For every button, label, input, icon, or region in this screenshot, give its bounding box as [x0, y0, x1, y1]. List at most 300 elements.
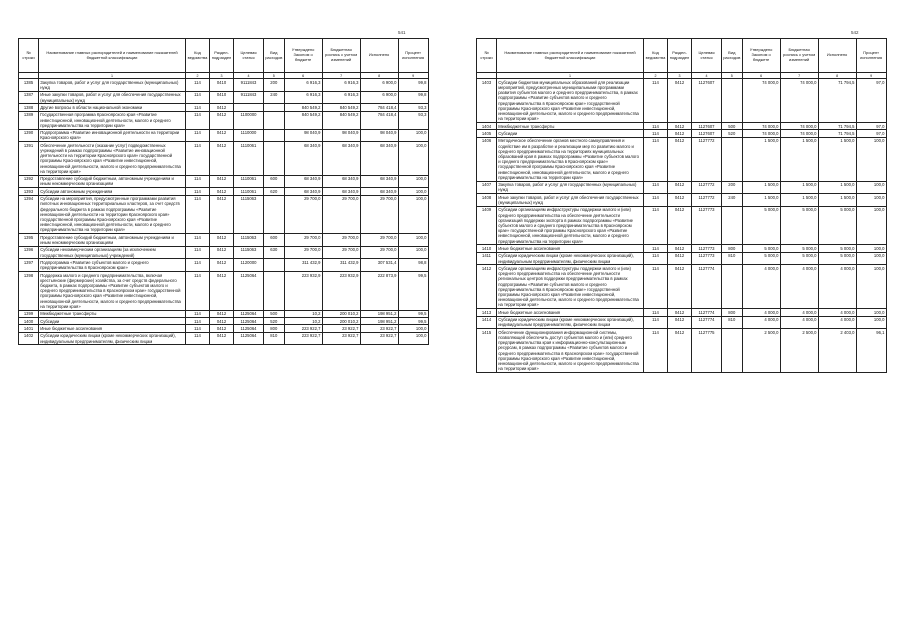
row-name-cell: Обеспечение деятельности (оказание услуг) подведомственных учреждений в рамках подпрограммы «Развитие инновационной деятельности на территории Красноярского края» государственной программы Красноярского края «Развитие инвестиционной, инновационной деятельности, малого и среднего предпринимательства на территории края» [39, 142, 186, 175]
table-row [477, 130, 887, 137]
row-name-cell: Иные бюджетные ассигнования [497, 309, 644, 316]
percent-cell: 99,5 [398, 310, 428, 317]
expense-type-cell: 500 [722, 123, 743, 130]
ved-code-cell: 114 [186, 195, 210, 234]
row-number-cell: 1401 [19, 325, 39, 332]
budget-list-amount-cell: 2 500,0 [780, 329, 818, 373]
table-row [19, 234, 429, 247]
index-cell: 7 [322, 73, 360, 79]
header-cell: Утверждено Законом о бюджете [284, 39, 322, 73]
ved-code-cell: 114 [644, 245, 668, 252]
target-article-cell: 1127773 [692, 206, 722, 245]
table-row [477, 309, 887, 316]
row-number-cell: 1410 [477, 245, 497, 252]
budget-list-amount-cell: 74 000,0 [780, 79, 818, 123]
row-name-cell: Закупка товаров, работ и услуг для государственных (муниципальных) нужд [497, 181, 644, 194]
row-number-cell: 1415 [477, 329, 497, 373]
ved-code-cell: 114 [644, 123, 668, 130]
expense-type-cell: 520 [264, 317, 285, 324]
row-number-cell: 1399 [19, 310, 39, 317]
budget-list-amount-cell: 29 700,0 [322, 195, 360, 234]
executed-amount-cell: 4 000,0 [818, 309, 856, 316]
row-name-cell: Субсидии организациям инфраструктуры поддержки малого и (или) среднего предпринимательства на обеспечение деятельности региональных центров поддержки предпринимательства в рамках подпрограммы «Развитие субъектов малого и среднего предпринимательства в Красноярском крае» государственной программы Красноярского края «Развитие инвестиционной, инновационной деятельности, малого и среднего предпринимательства на территории края» [497, 265, 644, 309]
expense-type-cell: 520 [722, 130, 743, 137]
row-number-cell: 1413 [477, 309, 497, 316]
table-row [477, 316, 887, 329]
row-name-cell: Субсидии автономным учреждениям [39, 188, 186, 195]
row-number-cell: 1385 [19, 79, 39, 92]
ved-code-cell: 114 [644, 265, 668, 309]
target-article-cell: 1127772 [692, 194, 722, 207]
row-number-cell: 1402 [19, 332, 39, 345]
percent-cell: 100,0 [856, 137, 886, 181]
target-article-cell: 1125064 [234, 271, 264, 310]
target-article-cell: 1127774 [692, 309, 722, 316]
table-row [19, 142, 429, 175]
executed-amount-cell: 784 418,4 [360, 104, 398, 111]
target-article-cell [234, 104, 264, 111]
executed-amount-cell: 98 040,9 [360, 129, 398, 142]
budget-list-amount-cell: 1 500,0 [780, 137, 818, 181]
executed-amount-cell: 1 500,0 [818, 137, 856, 181]
row-number-cell: 1394 [19, 195, 39, 234]
expense-type-cell [264, 259, 285, 272]
approved-amount-cell: 1 500,0 [742, 181, 780, 194]
header-cell: Наименование главных распорядителей и наименование показателей бюджетной классификации [497, 39, 644, 73]
row-number-cell: 1405 [477, 130, 497, 137]
row-number-cell: 1400 [19, 317, 39, 324]
target-article-cell: 1127774 [692, 265, 722, 309]
section-code-cell: 0412 [668, 123, 692, 130]
executed-amount-cell: 71 794,5 [818, 130, 856, 137]
percent-cell: 100,0 [398, 234, 428, 247]
section-code-cell: 0412 [668, 245, 692, 252]
section-code-cell: 0412 [210, 259, 234, 272]
row-name-cell: Подпрограмма «Развитие субъектов малого и среднего предпринимательства в Красноярском крае» [39, 259, 186, 272]
percent-cell: 100,0 [856, 194, 886, 207]
expense-type-cell [722, 79, 743, 123]
ved-code-cell: 114 [644, 79, 668, 123]
approved-amount-cell: 6 916,3 [284, 91, 322, 104]
approved-amount-cell: 29 700,0 [284, 195, 322, 234]
ved-code-cell: 114 [186, 129, 210, 142]
percent-cell: 98,8 [398, 259, 428, 272]
target-article-cell: 1100000 [234, 111, 264, 129]
executed-amount-cell: 198 951,2 [360, 317, 398, 324]
target-article-cell: 1120000 [234, 259, 264, 272]
expense-type-cell [264, 104, 285, 111]
target-article-cell: 1115063 [234, 234, 264, 247]
expense-type-cell [264, 195, 285, 234]
table-row [19, 332, 429, 345]
approved-amount-cell: 5 000,0 [742, 245, 780, 252]
header-cell: Исполнено [818, 39, 856, 73]
section-code-cell: 0412 [668, 309, 692, 316]
ved-code-cell: 114 [644, 130, 668, 137]
percent-cell: 100,0 [398, 332, 428, 345]
index-cell: 1 [497, 73, 644, 79]
budget-list-amount-cell: 68 340,9 [322, 142, 360, 175]
row-number-cell: 1391 [19, 142, 39, 175]
section-code-cell: 0412 [668, 329, 692, 373]
section-code-cell: 0412 [210, 325, 234, 332]
percent-cell: 100,0 [856, 181, 886, 194]
row-number-cell: 1406 [477, 137, 497, 181]
header-cell: Раздел-подраздел [668, 39, 692, 73]
section-code-cell: 0412 [210, 310, 234, 317]
executed-amount-cell: 68 340,9 [360, 175, 398, 188]
header-cell: № строки [477, 39, 497, 73]
executed-amount-cell: 2 403,0 [818, 329, 856, 373]
budget-list-amount-cell: 5 000,0 [780, 206, 818, 245]
expense-type-cell: 810 [722, 252, 743, 265]
expense-type-cell: 800 [722, 309, 743, 316]
section-code-cell: 0412 [668, 265, 692, 309]
approved-amount-cell: 4 000,0 [742, 309, 780, 316]
target-article-cell: 1110061 [234, 188, 264, 195]
executed-amount-cell: 6 900,0 [360, 79, 398, 92]
row-number-cell: 1414 [477, 316, 497, 329]
index-cell: 6 [742, 73, 780, 79]
ved-code-cell: 114 [644, 309, 668, 316]
percent-cell: 100,0 [398, 188, 428, 195]
ved-code-cell: 114 [186, 259, 210, 272]
section-code-cell: 0410 [210, 91, 234, 104]
executed-amount-cell: 5 000,0 [818, 252, 856, 265]
expense-type-cell: 240 [264, 91, 285, 104]
target-article-cell: 1110000 [234, 129, 264, 142]
row-name-cell: Субсидии [497, 130, 644, 137]
target-article-cell: 1115063 [234, 195, 264, 234]
executed-amount-cell: 784 418,4 [360, 111, 398, 129]
approved-amount-cell: 74 000,0 [742, 123, 780, 130]
target-article-cell: 1127607 [692, 130, 722, 137]
index-cell: 3 [668, 73, 692, 79]
approved-amount-cell: 29 700,0 [284, 234, 322, 247]
section-code-cell: 0412 [210, 142, 234, 175]
ved-code-cell: 114 [186, 234, 210, 247]
section-code-cell: 0412 [668, 137, 692, 181]
row-number-cell: 1396 [19, 246, 39, 259]
budget-list-amount-cell: 23 922,7 [322, 332, 360, 345]
row-name-cell: Подпрограмма «Развитие инновационной деятельности на территории Красноярского края» [39, 129, 186, 142]
index-cell: 9 [856, 73, 886, 79]
row-number-cell: 1398 [19, 271, 39, 310]
executed-amount-cell: 71 794,5 [818, 79, 856, 123]
header-cell: Вид расходов [722, 39, 743, 73]
table-row [19, 195, 429, 234]
index-cell: 9 [398, 73, 428, 79]
section-code-cell: 0412 [668, 252, 692, 265]
row-name-cell: Поддержка малого и среднего предпринимательства, включая крестьянские (фермерские) хозяйства, за счет средств федерального бюджета, в рамках подпрограммы «Развитие субъектов малого и среднего предпринимательства в Красноярском крае» государственной программы Красноярского края «Развитие инвестиционной, инновационной деятельности, малого и среднего предпринимательства на территории края» [39, 271, 186, 310]
approved-amount-cell: 311 432,9 [284, 259, 322, 272]
table-row [477, 181, 887, 194]
index-cell: 4 [692, 73, 722, 79]
expense-type-cell: 630 [264, 246, 285, 259]
section-code-cell: 0410 [210, 79, 234, 92]
target-article-cell: 9111843 [234, 79, 264, 92]
table-row [19, 188, 429, 195]
expense-type-cell [264, 142, 285, 175]
index-cell: 8 [360, 73, 398, 79]
ved-code-cell: 114 [186, 104, 210, 111]
expense-type-cell: 810 [264, 332, 285, 345]
approved-amount-cell: 2 500,0 [742, 329, 780, 373]
row-number-cell: 1387 [19, 91, 39, 104]
row-number-cell: 1390 [19, 129, 39, 142]
row-number-cell: 1393 [19, 188, 39, 195]
ved-code-cell: 114 [644, 252, 668, 265]
ved-code-cell: 114 [186, 317, 210, 324]
section-code-cell: 0412 [668, 130, 692, 137]
expense-type-cell: 800 [264, 325, 285, 332]
target-article-cell: 1125064 [234, 310, 264, 317]
executed-amount-cell: 68 340,9 [360, 188, 398, 195]
header-cell: Код ведомства [186, 39, 210, 73]
percent-cell: 100,0 [856, 252, 886, 265]
section-code-cell: 0412 [668, 206, 692, 245]
percent-cell: 100,0 [398, 325, 428, 332]
ved-code-cell: 114 [186, 246, 210, 259]
expense-type-cell: 620 [264, 188, 285, 195]
row-number-cell: 1388 [19, 104, 39, 111]
percent-cell: 100,0 [856, 245, 886, 252]
header-row [19, 39, 429, 73]
budget-list-amount-cell: 5 000,0 [780, 245, 818, 252]
ved-code-cell: 114 [644, 194, 668, 207]
budget-list-amount-cell: 1 500,0 [780, 194, 818, 207]
expense-type-cell [264, 111, 285, 129]
page-number: 542 [851, 30, 859, 35]
budget-table-right [476, 38, 887, 373]
row-name-cell: Другие вопросы в области национальной экономики [39, 104, 186, 111]
header-cell: Вид расходов [264, 39, 285, 73]
budget-list-amount-cell: 74 000,0 [780, 130, 818, 137]
table-row [477, 252, 887, 265]
percent-cell: 93,3 [398, 104, 428, 111]
header-row [477, 39, 887, 73]
percent-cell: 99,8 [398, 91, 428, 104]
right-page [468, 0, 898, 640]
budget-list-amount-cell: 840 549,2 [322, 104, 360, 111]
row-number-cell: 1411 [477, 252, 497, 265]
expense-type-cell: 240 [722, 194, 743, 207]
table-row [19, 91, 429, 104]
section-code-cell: 0412 [668, 316, 692, 329]
executed-amount-cell: 29 700,0 [360, 234, 398, 247]
ved-code-cell: 114 [186, 111, 210, 129]
table-row [19, 79, 429, 92]
percent-cell: 100,0 [398, 129, 428, 142]
header-cell: Целевая статья [692, 39, 722, 73]
table-row [19, 271, 429, 310]
percent-cell: 100,0 [856, 206, 886, 245]
row-name-cell: Иные закупки товаров, работ и услуг для обеспечения государственных (муниципальных) нужд [39, 91, 186, 104]
ved-code-cell: 114 [644, 137, 668, 181]
section-code-cell: 0412 [210, 234, 234, 247]
row-number-cell: 1404 [477, 123, 497, 130]
row-name-cell: Субсидии юридическим лицам (кроме некоммерческих организаций), индивидуальным предпринимателям, физическим лицам [497, 316, 644, 329]
approved-amount-cell: 223 932,9 [284, 271, 322, 310]
row-name-cell: Закупка товаров, работ и услуг для государственных (муниципальных) нужд [39, 79, 186, 92]
target-article-cell: 1127774 [692, 316, 722, 329]
expense-type-cell [264, 271, 285, 310]
expense-type-cell: 600 [264, 234, 285, 247]
percent-cell: 100,0 [856, 316, 886, 329]
approved-amount-cell: 223 922,7 [284, 325, 322, 332]
table-row [477, 206, 887, 245]
section-code-cell: 0412 [210, 271, 234, 310]
index-cell: 2 [186, 73, 210, 79]
ved-code-cell: 114 [186, 310, 210, 317]
header-cell: Наименование главных распорядителей и наименование показателей бюджетной классификации [39, 39, 186, 73]
target-article-cell: 1127773 [692, 245, 722, 252]
row-name-cell: Субсидии юридическим лицам (кроме некоммерческих организаций), индивидуальным предпринимателям, физическим лицам [497, 252, 644, 265]
row-name-cell: Методическое обеспечение органов местного самоуправления и содействие им в разработке и реализации мер по развитию малого и среднего предпринимательства на территориях муниципальных образований края в рамках подпрограммы «Развитие субъектов малого и среднего предпринимательства в Красноярском крае» государственной программы Красноярского края «Развитие инвестиционной, инновационной деятельности, малого и среднего предпринимательства на территории края» [497, 137, 644, 181]
executed-amount-cell: 5 000,0 [818, 206, 856, 245]
table-row [19, 259, 429, 272]
target-article-cell: 1127607 [692, 123, 722, 130]
budget-list-amount-cell: 68 340,9 [322, 188, 360, 195]
table-row [19, 325, 429, 332]
section-code-cell: 0412 [210, 104, 234, 111]
budget-list-amount-cell: 200 010,2 [322, 310, 360, 317]
ved-code-cell: 114 [186, 188, 210, 195]
executed-amount-cell: 29 700,0 [360, 246, 398, 259]
table-row [477, 79, 887, 123]
approved-amount-cell: 68 340,9 [284, 188, 322, 195]
target-article-cell: 1110061 [234, 142, 264, 175]
header-cell: Бюджетная роспись с учетом изменений [322, 39, 360, 73]
section-code-cell: 0412 [210, 111, 234, 129]
header-cell: Код ведомства [644, 39, 668, 73]
target-article-cell: 1127773 [692, 252, 722, 265]
table-row [19, 246, 429, 259]
header-cell: Процент исполнения [856, 39, 886, 73]
percent-cell: 99,8 [398, 79, 428, 92]
target-article-cell: 1125064 [234, 317, 264, 324]
executed-amount-cell: 198 951,2 [360, 310, 398, 317]
table-row [477, 123, 887, 130]
approved-amount-cell: 223 922,7 [284, 332, 322, 345]
ved-code-cell: 114 [644, 181, 668, 194]
approved-amount-cell: 74 000,0 [742, 130, 780, 137]
table-row [19, 129, 429, 142]
row-number-cell: 1395 [19, 234, 39, 247]
executed-amount-cell: 6 900,0 [360, 91, 398, 104]
row-name-cell: Обеспечение функционирования информационной системы, позволяющей обеспечить доступ субъектов малого и (или) среднего предпринимательства края к информационно-консультационным ресурсам, в рамках подпрограммы «Развитие субъектов малого и среднего предпринимательства в Красноярском крае» государственной программы Красноярского края «Развитие инвестиционной, инновационной деятельности, малого и среднего предпринимательства на территории края» [497, 329, 644, 373]
index-cell: 8 [818, 73, 856, 79]
executed-amount-cell: 307 531,4 [360, 259, 398, 272]
table-row [19, 175, 429, 188]
budget-list-amount-cell: 4 000,0 [780, 316, 818, 329]
ved-code-cell: 114 [186, 325, 210, 332]
target-article-cell: 1125064 [234, 332, 264, 345]
approved-amount-cell: 10,2 [284, 310, 322, 317]
section-code-cell: 0412 [210, 317, 234, 324]
table-row [477, 194, 887, 207]
target-article-cell: 1127607 [692, 79, 722, 123]
expense-type-cell: 800 [722, 245, 743, 252]
approved-amount-cell: 5 000,0 [742, 252, 780, 265]
executed-amount-cell: 23 922,7 [360, 325, 398, 332]
approved-amount-cell: 840 549,2 [284, 104, 322, 111]
approved-amount-cell: 10,2 [284, 317, 322, 324]
expense-type-cell [722, 329, 743, 373]
index-cell: 7 [780, 73, 818, 79]
header-cell: № строки [19, 39, 39, 73]
executed-amount-cell: 1 500,0 [818, 194, 856, 207]
left-page [10, 0, 440, 640]
index-cell: 5 [722, 73, 743, 79]
executed-amount-cell: 29 700,0 [360, 195, 398, 234]
budget-list-amount-cell: 29 700,0 [322, 234, 360, 247]
target-article-cell: 1110061 [234, 175, 264, 188]
budget-list-amount-cell: 5 000,0 [780, 252, 818, 265]
row-number-cell: 1412 [477, 265, 497, 309]
target-article-cell: 1127772 [692, 181, 722, 194]
table-row [19, 104, 429, 111]
row-name-cell: Субсидии некоммерческим организациям (за исключением государственных (муниципальных) учреждений) [39, 246, 186, 259]
executed-amount-cell: 222 873,9 [360, 271, 398, 310]
page-number: 541 [398, 30, 406, 35]
table-row [19, 310, 429, 317]
target-article-cell: 1115063 [234, 246, 264, 259]
row-number-cell: 1389 [19, 111, 39, 129]
executed-amount-cell: 71 794,5 [818, 123, 856, 130]
expense-type-cell: 200 [722, 181, 743, 194]
percent-cell: 97,0 [856, 130, 886, 137]
budget-list-amount-cell: 29 700,0 [322, 246, 360, 259]
ved-code-cell: 114 [186, 79, 210, 92]
expense-type-cell: 600 [264, 175, 285, 188]
ved-code-cell: 114 [186, 175, 210, 188]
header-cell: Целевая статья [234, 39, 264, 73]
expense-type-cell [264, 129, 285, 142]
expense-type-cell [722, 265, 743, 309]
row-name-cell: Субсидии бюджетам муниципальных образований для реализации мероприятий, предусмотренных муниципальными программами развития субъектов малого и среднего предпринимательства, в рамках подпрограммы «Развитие субъектов малого и среднего предпринимательства в Красноярском крае» государственной программы Красноярского края «Развитие инвестиционной, инновационной деятельности, малого и среднего предпринимательства на территории края» [497, 79, 644, 123]
approved-amount-cell: 4 000,0 [742, 316, 780, 329]
percent-cell: 96,1 [856, 329, 886, 373]
percent-cell: 100,0 [398, 142, 428, 175]
executed-amount-cell: 4 000,0 [818, 316, 856, 329]
approved-amount-cell: 74 000,0 [742, 79, 780, 123]
table-row [477, 265, 887, 309]
expense-type-cell: 810 [722, 316, 743, 329]
index-cell: 6 [284, 73, 322, 79]
expense-type-cell [722, 137, 743, 181]
budget-list-amount-cell: 6 916,3 [322, 79, 360, 92]
row-name-cell: Межбюджетные трансферты [39, 310, 186, 317]
header-cell: Процент исполнения [398, 39, 428, 73]
approved-amount-cell: 6 916,3 [284, 79, 322, 92]
index-cell: 3 [210, 73, 234, 79]
table-row [477, 245, 887, 252]
row-name-cell: Иные бюджетные ассигнования [497, 245, 644, 252]
budget-list-amount-cell: 840 549,2 [322, 111, 360, 129]
percent-cell: 100,0 [856, 265, 886, 309]
percent-cell: 97,0 [856, 123, 886, 130]
row-number-cell: 1408 [477, 194, 497, 207]
budget-table-left [18, 38, 429, 345]
row-name-cell: Субсидии юридическим лицам (кроме некоммерческих организаций), индивидуальным предпринимателям, физическим лицам [39, 332, 186, 345]
row-name-cell: Межбюджетные трансферты [497, 123, 644, 130]
executed-amount-cell: 5 000,0 [818, 245, 856, 252]
approved-amount-cell: 1 500,0 [742, 194, 780, 207]
row-name-cell: Иные бюджетные ассигнования [39, 325, 186, 332]
index-cell: 5 [264, 73, 285, 79]
row-number-cell: 1409 [477, 206, 497, 245]
